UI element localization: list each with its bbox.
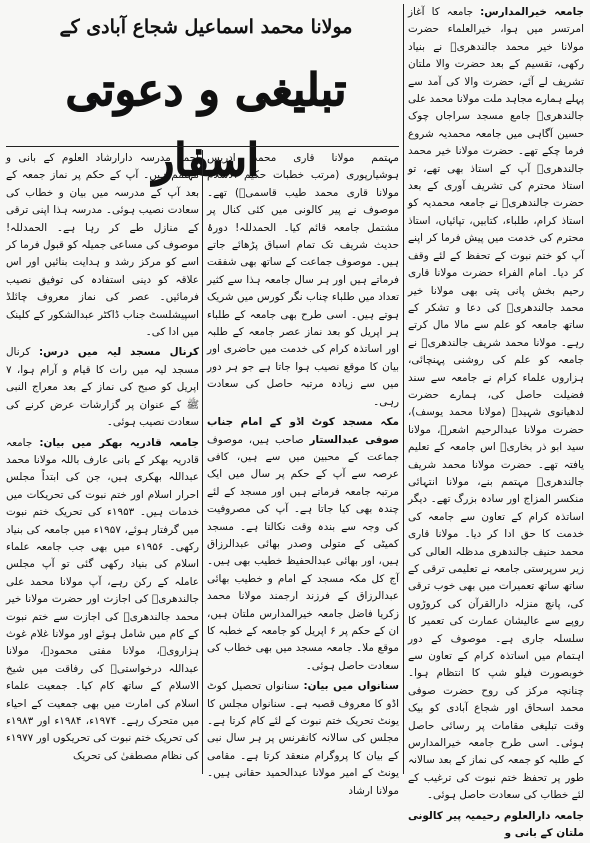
article-subtitle: مولانا محمد اسماعیل شجاع آبادی کے [59,16,353,38]
title-divider [6,146,399,147]
paragraph-text: صاحب ہیں، موصوف جماعت کے محبین میں سے ہیں، کافی عرصہ سے آپ کے حکم پر سال میں ایک مرتبہ جامعہ فرماتے ہیں اور مسجد کے لئے چندہ بھی کیا جاتا ہے۔ آپ کی مصروفیت کی وجہ سے بندہ وقت نکالتا ہے۔ مسجد کمیٹی کے متولی وصدر بھائی عبدالرزاق ہیں، اور بھائی عبدالحفیظ خطیب بھی ہیں۔ آج کل مکہ مسجد کے امام و خطیب بھائی عبدالرزاق کے فرزند ارجمند مولانا محمد زکریا فاضل جامعہ خیرالمدارس ملتان ہیں، ان کے حکم پر ۶ اپریل کو جامعہ کے خطبہ کا موقع ملا۔ جامعہ مسجد میں بھی خطاب کی سعادت حاصل ہوئی۔ [207,433,399,672]
paragraph-text: مہتمم مولانا قاری محمد ادریس ہوشیارپوری (مرتب خطبات حکیم الاسلام مولانا قاری محمد طیب قاسمیؒ) تھے۔ موصوف نے پیر کالونی میں کئی کنال پر مشتمل جامعہ قائم کیا۔ الحمدللہ! دورۂ حدیث شریف تک تمام اسباق پڑھائے جاتے ہیں۔ موصوف جماعت کے ساتھ بھی شفقت فرماتے ہیں اور ہر سال جامعہ ہذا سے کثیر تعداد میں طلباء چناب نگر کورس میں شریک ہوتے ہیں۔ اسی طرح بھی جامعہ کے طلباء ہر اپریل کو بعد نماز عصر جامعہ کے طلبہ اور اساتذہ کرام کی خدمت میں حاضری اور بیان کا موقع نصیب ہوا جاتا ہے جو ہر دور میں سے زیادہ مرتبہ حاصل کی سعادت رہی۔ [207,152,399,408]
paragraph-text: جامعہ کا آغاز امرتسر میں ہوا، خیرالعلماء حضرت مولانا خیر محمد جالندھریؒ نے بنیاد رکھی، تقسیم کے بعد حضرت والا ملتان تشریف لے آئے، حضرت والا کی آمد سے پہلے ہمارے مجاہد ملت مولانا محمد علی جالندھریؒ جامع مسجد سراجاں چوک حسین آگاہی میں جامعہ محمدیہ شروع فرما چکے تھے۔ حضرت مولانا خیر محمد جالندھریؒ آپ کے استاذ بھی تھے، تو استاذ محترم کی تشریف آوری کے بعد حضرت جالندھریؒ نے جامعہ محمدیہ کو استاذ کرام، طلباء، کتابیں، تپائیاں، استاذ محترم کی خدمت میں پیش فرما کر اپنے آپ کو ختم نبوت کے تحفظ کے لئے وقف کر دیا۔ امام الفراء حضرت مولانا قاری رحیم بخش پانی پتی بھی مولانا خیر محمد جالندھریؒ کی دعا و تشکر کے ساتھ جامعہ کو علم سے مالا مال کرتے رہے۔ مولانا محمد شریف جالندھریؒ نے جامعہ کو علم کی روشنی پہنچائی، ہزاروں علماء کرام نے جامعہ سے سند فضیلت حاصل کی، ہمارے حضرت لدھیانوی شہیدؒ (مولانا محمد یوسف)، حضرت مولانا عبدالرحیم اشعرؒ، مولانا سید ابو ذر بخاریؒ اس جامعہ کے تعلیم یافتہ تھے۔ حضرت مولانا محمد شریف جالندھریؒ مہتمم بنے، مولانا انتہائی منکسر المزاج اور سادہ بزرگ تھے۔ دیگر اساتذہ کرام کے تعاون سے جامعہ کی خدمت کا حق ادا کر دیا۔ مولانا قاری محمد حنیف جالندھری مدظلہ العالی کی زیر سرپرستی جامعہ نے تعلیمی ترقی کے ساتھ ساتھ تعمیرات میں بھی خوب ترقی کی، پانچ منزلہ دارالقرآن کی کروڑوں روپے سے عالیشان عمارت کی تعمیر کا سلسلہ جاری ہے۔ موصوف کے دور اہتمام میں اساتذہ کرام کے تعاون سے خوبصورت فیلو شپ کا انتظام ہوا۔ چنانچہ مرکز کی روح حضرت صوفی محمد اسحاق اور شجاع آبادی کو بیک وقت تبلیغی مقامات پر رسائی حاصل ہوئی۔ اسی طرح جامعہ خیرالمدارس کے طلبہ کو جمعہ کی نماز کے بعد سالانہ طور پر تحفظ ختم نبوت کی ترغیب کے لئے خطاب کی سعادت حاصل ہوئی۔ [408,6,584,802]
paragraph [207,414,399,675]
column-divider [202,150,203,774]
paragraph-text: جامعہ قادریہ بھکر کے بانی عارف باللہ مولانا محمد عبداللہ بھکری ہیں، جن کی ابتداً مجلس احرار اسلام اور ختم نبوت کی تحریکات میں خدمات ہیں۔ ۱۹۵۳ء کی تحریک ختم نبوت میں گرفتار ہوئے، ۱۹۵۷ء میں جامعہ کی بنیاد رکھی۔ ۱۹۵۶ء میں بھی جب جامعہ علماء اسلام کی بنیاد رکھی گئی تو آپ مجلس عاملہ کے رکن رہے، آپ مولانا محمد علی جالندھریؒ کی اجازت اور حضرت مولانا خیر محمد جالندھریؒ کی اجازت سے ختم نبوت کے کام میں شامل ہوئے اور مولانا غلام غوث ہزارویؒ، مولانا مفتی محمودؒ، مولانا عبداللہ درخواستیؒ کی رفاقت میں شیخ الاسلام کے ساتھ کام کیا۔ جمعیت علماء اسلام کی امارت میں بھی جمعیت کے احیاء میں متحرک رہے۔ ۱۹۷۴ء، ۱۹۸۴ء اور ۱۹۸۳ء کی تحریک ختم نبوت کی تحریکوں اور ۱۹۷۷ء کی نظام مصطفیٰ کی تحریک [6,436,200,762]
section-heading: مکہ مسجد کوٹ اڈو کے امام جناب صوفی عبدالستار [207,416,399,446]
column-right [408,4,584,840]
column-divider [403,4,404,774]
paragraph [6,344,199,431]
paragraph [408,4,584,805]
section-heading: جامعہ دارالعلوم رحیمیہ پیر کالونی ملتان کے بانی و [408,809,584,840]
section-heading: کرنال مسجد لیہ میں درس: [39,346,199,359]
section-heading: جامعہ خیرالمدارس: [480,6,584,18]
paragraph [6,435,199,766]
paragraph-text: احمد مدرسہ دارارشاد العلوم کے بانی و مہتمم ہیں۔ آپ کے حکم پر نماز جمعہ کے بعد آپ کے مدرسہ میں بیان و خطاب کی سعادت نصیب ہوئی۔ مدرسہ ہذا اپنی ترقی کے منازل طے کر رہا ہے۔ الحمدللہ! موصوف کی مساعی جمیلہ کو قبول فرما کر اسے کو مرکز رشد و ہدایت بنائیں اور اس علاقہ کو دینی استفادہ کی توفیق نصیب فرمائیں۔ عصر کی نماز معروف چائلڈ اسپیشلسٹ جناب ڈاکٹر عبدالشکور کے کلینک میں ادا کی۔ [6,152,199,339]
section-heading: سنانواں میں بیان: [303,680,399,693]
paragraph-text: کرنال مسجد لیہ میں رات کا قیام و آرام ہوا، ۷ اپریل کو صبح کی نماز کے بعد معراج النبی ﷺ کے عنوان پر گزارشات عرض کرنے کی سعادت نصیب ہوئی۔ [6,346,199,429]
article-headline: تبلیغی و دعوتی اسفار [65,65,347,186]
section-heading: جامعہ قادریہ بھکر میں بیان: [39,436,199,449]
paragraph [408,808,584,843]
paragraph [207,150,399,411]
article-title-block [6,4,406,186]
paragraph [207,678,399,800]
paragraph-text: سنانواں تحصیل کوٹ اڈو کا معروف قصبہ ہے۔ سنانواں مجلس کا یونٹ تحریک ختم نبوت کے لئے کام کرتا ہے۔ مجلس کی سالانہ کانفرنس پر ہر سال نبی کے بیان کا پروگرام منعقد کرتا ہے۔ مقامی یونٹ کے امیر مولانا عبدالحمید حقانی ہیں۔ مولانا ارشاد [207,680,399,797]
column-middle [207,150,399,797]
paragraph [6,150,199,341]
column-left [6,150,199,774]
